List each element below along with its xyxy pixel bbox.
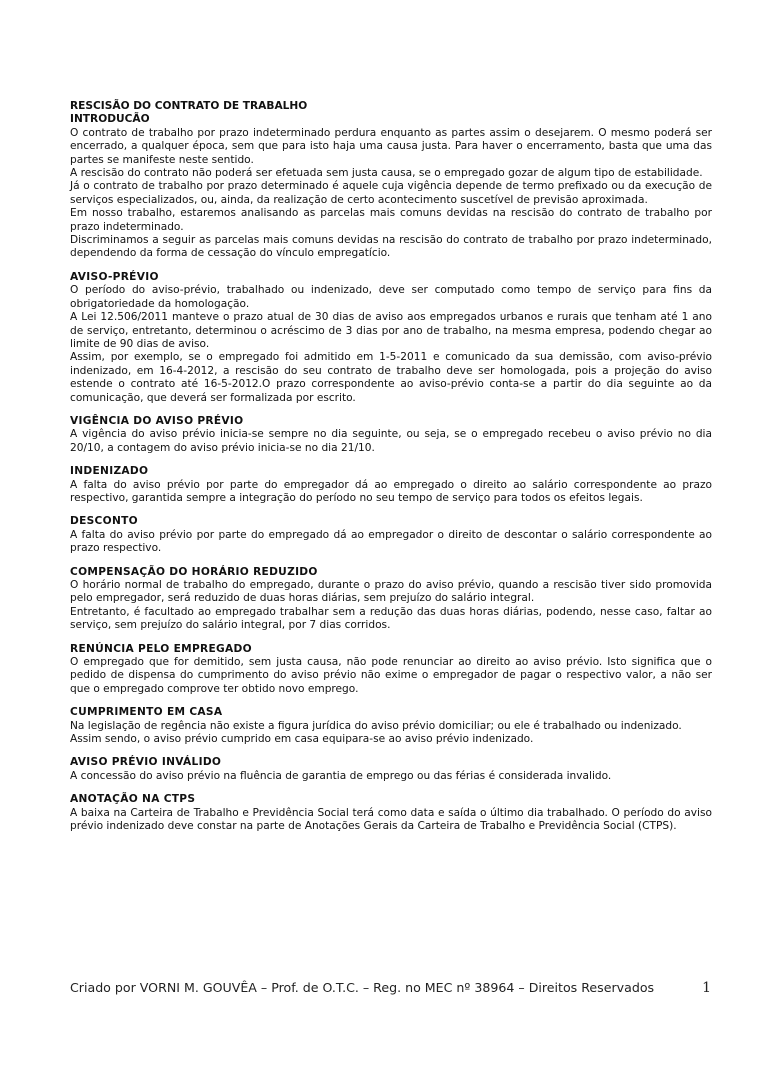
intro-paragraph: O contrato de trabalho por prazo indeterminado perdura enquanto as partes assim o desejarem. O mesmo poderá ser encerrado, a qualquer época, sem que para isto haja uma causa justa. Para haver o encerramento, basta que uma das partes se manifeste neste sentido.	[70, 126, 712, 166]
section-paragraph: A concessão do aviso prévio na fluência de garantia de emprego ou das férias é considerada invalido.	[70, 769, 612, 782]
intro-paragraph: Já o contrato de trabalho por prazo determinado é aquele cuja vigência depende de termo prefixado ou da execução de serviços especializados, ou, ainda, da realização de certo acontecimento suscetível de previsão aproximada.	[70, 180, 712, 206]
intro-heading: INTRODUCÃO	[70, 113, 150, 126]
section-heading: CUMPRIMENTO EM CASA	[70, 706, 223, 719]
section-paragraph: O período do aviso-prévio, trabalhado ou indenizado, deve ser computado como tempo de serviço para fins da obrigatoriedade da homologação.	[70, 284, 712, 310]
section-paragraph: Assim sendo, o aviso prévio cumprido em casa equipara-se ao aviso prévio indenizado.	[70, 733, 534, 746]
section-vigencia	[70, 415, 712, 455]
section-desconto	[70, 515, 712, 555]
section-paragraph: A baixa na Carteira de Trabalho e Previdência Social terá como data e saída o último dia trabalhado. O período do aviso prévio indenizado deve constar na parte de Anotações Gerais da Carteira de Trabalho e Previdência Social (CTPS).	[70, 806, 712, 833]
intro-paragraph: Discriminamos a seguir as parcelas mais comuns devidas na rescisão do contrato de trabalho por prazo indeterminado, dependendo da forma de cessação do vínculo empregatício.	[70, 234, 712, 260]
section-paragraph: Entretanto, é facultado ao empregado trabalhar sem a redução das duas horas diárias, podendo, nesse caso, faltar ao serviço, sem prejuízo do salário integral, por 7 dias corridos.	[70, 605, 712, 632]
intro-paragraph: Em nosso trabalho, estaremos analisando as parcelas mais comuns devidas na rescisão do contrato de trabalho por prazo indeterminado.	[70, 207, 712, 233]
document-title: RESCISÃO DO CONTRATO DE TRABALHO	[70, 100, 308, 112]
section-heading: INDENIZADO	[70, 465, 149, 478]
section-paragraph: Assim, por exemplo, se o empregado foi admitido em 1-5-2011 e comunicado da sua demissão, com aviso-prévio indenizado, em 16-4-2012, a rescisão do seu contrato de trabalho deve ser homologada, pois a projeção do aviso estende o contrato até 16-5-2012.O prazo correspondente ao aviso-prévio conta-se a partir do dia seguinte ao da comunicação, que deverá ser formalizada por escrito.	[70, 351, 712, 404]
section-heading: COMPENSAÇÃO DO HORÁRIO REDUZIDO	[70, 565, 318, 578]
section-paragraph: Na legislação de regência não existe a figura jurídica do aviso prévio domiciliar; ou ele é trabalhado ou indenizado.	[70, 719, 682, 732]
section-indenizado	[70, 465, 712, 505]
section-renuncia	[70, 643, 712, 697]
page-number: 1	[702, 980, 711, 996]
section-heading: ANOTAÇÃO NA CTPS	[70, 793, 196, 806]
section-paragraph: A falta do aviso prévio por parte do empregado dá ao empregador o direito de descontar o salário correspondente ao prazo respectivo.	[70, 528, 712, 555]
intro-paragraph: A rescisão do contrato não poderá ser efetuada sem justa causa, se o empregado gozar de algum tipo de estabilidade.	[70, 167, 703, 180]
section-paragraph: O empregado que for demitido, sem justa causa, não pode renunciar ao direito ao aviso prévio. Isto significa que o pedido de dispensa do cumprimento do aviso prévio não exime o empregador de pagar o respectivo valor, a não ser que o empregado comprove ter obtido novo emprego.	[70, 656, 712, 695]
section-paragraph: A Lei 12.506/2011 manteve o prazo atual de 30 dias de aviso aos empregados urbanos e rurais que tenham até 1 ano de serviço, entretanto, determinou o acréscimo de 3 dias por ano de trabalho, na mesma empresa, podendo chegar ao limite de 90 dias de aviso.	[70, 311, 712, 350]
document-body	[70, 100, 712, 834]
section-heading: RENÚNCIA PELO EMPREGADO	[70, 642, 252, 655]
section-aviso-invalido	[70, 756, 712, 783]
section-aviso-previo	[70, 271, 712, 405]
section-paragraph: O horário normal de trabalho do empregado, durante o prazo do aviso prévio, quando a rescisão tiver sido promovida pelo empregador, será reduzido de duas horas diárias, sem prejuízo do salário integral.	[70, 579, 712, 605]
section-heading: AVISO PRÉVIO INVÁLIDO	[70, 756, 222, 769]
section-heading: DESCONTO	[70, 515, 138, 528]
section-anotacao-ctps	[70, 793, 712, 833]
section-paragraph: A falta do aviso prévio por parte do empregador dá ao empregado o direito ao salário correspondente ao prazo respectivo, garantida sempre a integração do período no seu tempo de serviço para todos os efeitos legais.	[70, 478, 712, 504]
page-footer: Criado por VORNI M. GOUVÊA – Prof. de O.T.C. – Reg. no MEC nº 38964 – Direitos Reservados	[70, 980, 655, 995]
section-compensacao	[70, 566, 712, 633]
section-heading: AVISO-PRÉVIO	[70, 270, 159, 283]
section-heading: VIGÊNCIA DO AVISO PRÉVIO	[70, 414, 244, 427]
section-paragraph: A vigência do aviso prévio inicia-se sempre no dia seguinte, ou seja, se o empregado recebeu o aviso prévio no dia 20/10, a contagem do aviso prévio inicia-se no dia 21/10.	[70, 428, 712, 454]
section-cumprimento-casa	[70, 706, 712, 746]
